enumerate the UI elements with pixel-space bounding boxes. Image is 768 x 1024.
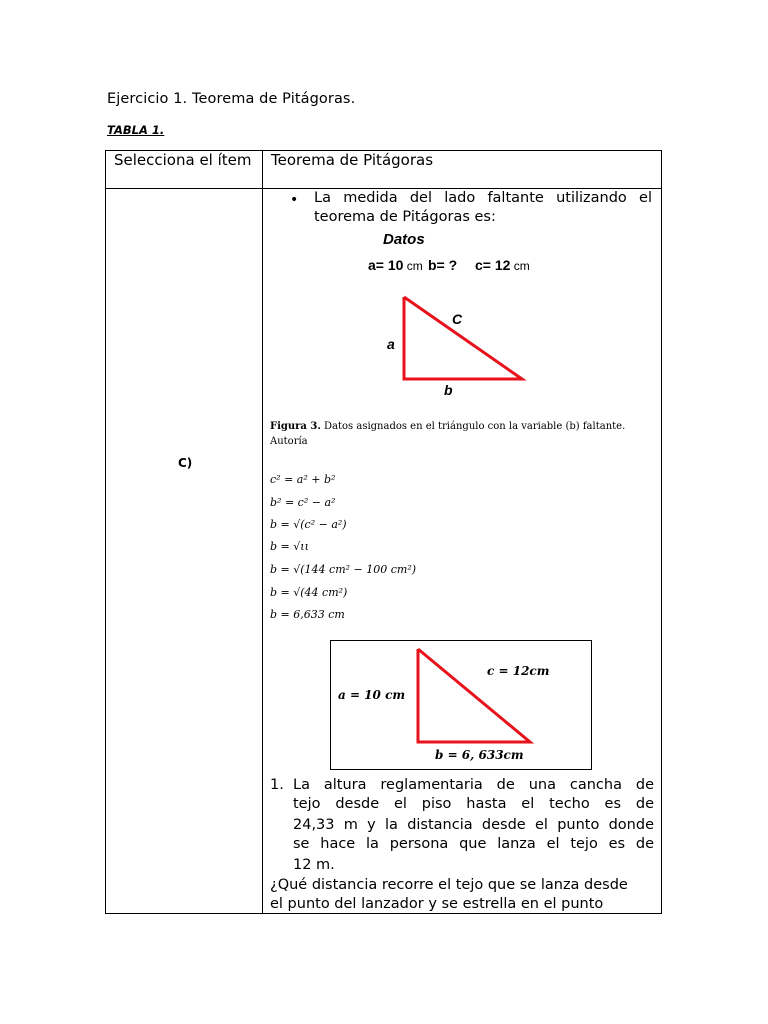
- numbered-line-2: tejo desde el piso hasta el techo es de: [293, 796, 654, 812]
- triangle-2-shape: [418, 649, 530, 742]
- triangle-1-shape: [404, 297, 522, 379]
- triangle-1-label-c: C: [452, 311, 463, 327]
- equation-3: b = √(c² − a²): [270, 518, 347, 531]
- numbered-line-4: se hace la persona que lanza el tejo es de: [293, 836, 654, 852]
- equation-2: b² = c² − a²: [270, 496, 336, 509]
- datos-c-unit: cm: [513, 259, 530, 273]
- caption-author: Autoría: [270, 436, 308, 447]
- equation-7: b = 6,633 cm: [270, 608, 345, 621]
- triangle-2-label-b: b = 6, 633cm: [435, 748, 524, 762]
- triangle-figure-1: [380, 290, 540, 400]
- item-letter: C): [178, 456, 193, 470]
- numbered-line-3: 24,33 m y la distancia desde el punto donde: [293, 817, 654, 833]
- datos-a: [368, 257, 423, 273]
- table-column-divider: [262, 150, 263, 914]
- question-line-2: el punto del lanzador y se estrella en el punto: [270, 896, 604, 912]
- datos-a-value: a= 10: [368, 257, 404, 273]
- table-label: TABLA 1.: [107, 123, 165, 137]
- bullet-line-1: La medida del lado faltante utilizando el: [314, 190, 652, 206]
- triangle-figure-2: [405, 643, 545, 748]
- caption-bold: Figura 3.: [270, 421, 321, 432]
- datos-b: b= ?: [428, 257, 458, 273]
- triangle-2-label-c: c = 12cm: [487, 664, 550, 678]
- column-header-theorem: Teorema de Pitágoras: [271, 151, 434, 169]
- triangle-1-label-a: a: [387, 336, 395, 352]
- caption-text: Datos asignados en el triángulo con la variable (b) faltante.: [320, 421, 626, 432]
- triangle-1-label-b: b: [444, 382, 453, 398]
- triangle-2-label-a: a = 10 cm: [338, 688, 406, 702]
- bullet-line-2: teorema de Pitágoras es:: [314, 209, 496, 225]
- equation-6: b = √(44 cm²): [270, 586, 348, 599]
- column-header-item: Selecciona el ítem: [114, 151, 252, 169]
- figure-caption: [270, 419, 630, 449]
- equation-4: b = √ιι: [270, 540, 309, 553]
- datos-a-unit: cm: [406, 259, 423, 273]
- numbered-marker: 1.: [270, 777, 284, 793]
- equation-5: b = √(144 cm² − 100 cm²): [270, 563, 417, 576]
- bullet-icon: •: [290, 192, 299, 208]
- datos-c: [475, 257, 530, 273]
- datos-c-value: c= 12: [475, 257, 511, 273]
- exercise-heading: Ejercicio 1. Teorema de Pitágoras.: [107, 91, 356, 107]
- numbered-line-1: La altura reglamentaria de una cancha de: [293, 777, 654, 793]
- equation-1: c² = a² + b²: [270, 473, 336, 486]
- numbered-line-5: 12 m.: [293, 857, 335, 873]
- question-line-1: ¿Qué distancia recorre el tejo que se lanza desde: [270, 877, 628, 893]
- datos-title: Datos: [383, 231, 425, 248]
